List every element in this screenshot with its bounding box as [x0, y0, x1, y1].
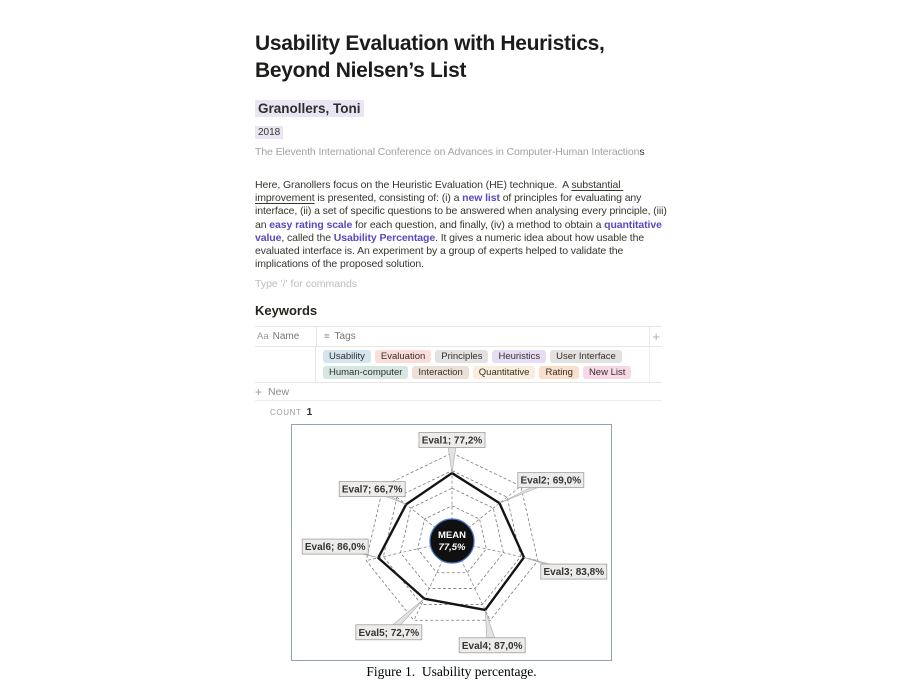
count-value: 1: [306, 406, 313, 419]
figure-caption: Figure 1. Usability percentage.: [366, 664, 537, 679]
year-highlight: 2018: [255, 126, 283, 139]
abstract-segment: , called the: [281, 231, 334, 244]
data-label-text: Eval7; 66,7%: [341, 484, 403, 496]
abstract-segment: Usability Percentage: [333, 231, 436, 244]
tag-chip[interactable]: Heuristics: [492, 350, 546, 363]
tag-chip[interactable]: Principles: [435, 350, 488, 363]
tag-chip[interactable]: Interaction: [412, 366, 468, 379]
tag-chip[interactable]: Human-computer: [323, 366, 408, 379]
table-header-row: [255, 326, 662, 347]
conference-line: [255, 146, 669, 158]
text-type-icon: Aa: [257, 331, 269, 343]
new-row-label: New: [268, 385, 290, 398]
data-label-text: Eval2; 69,0%: [520, 475, 582, 487]
keywords-heading: Keywords: [255, 303, 318, 319]
mean-value: 77,5%: [438, 542, 466, 553]
data-label-text: Eval1; 77,2%: [421, 435, 483, 447]
table-row[interactable]: [255, 347, 662, 383]
abstract-segment: new list: [462, 192, 500, 205]
new-row-button[interactable]: [255, 383, 662, 401]
data-label-text: Eval4; 87,0%: [461, 640, 523, 652]
data-label-text: Eval5; 72,7%: [358, 627, 420, 639]
plus-icon: +: [255, 384, 263, 399]
figure-block: [291, 424, 612, 680]
abstract-paragraph: [255, 179, 669, 271]
author-block: [255, 100, 669, 118]
radar-chart-image: [291, 424, 612, 661]
abstract-segment: easy rating scale: [269, 218, 353, 231]
column-header-name[interactable]: [255, 327, 316, 346]
tag-chip[interactable]: User Interface: [550, 350, 622, 363]
name-cell[interactable]: [255, 347, 316, 382]
data-label-text: Eval3; 83,8%: [543, 567, 605, 579]
plus-icon: +: [652, 329, 660, 345]
column-header-tags[interactable]: [316, 327, 650, 346]
tag-chip[interactable]: Quantitative: [473, 366, 536, 379]
abstract-segment: substantial improvement: [255, 179, 624, 205]
count-row[interactable]: [270, 406, 662, 418]
author-highlight: Granollers, Toni: [255, 100, 364, 117]
tags-column-label: Tags: [334, 331, 356, 343]
tag-chip[interactable]: Usability: [323, 350, 371, 363]
mean-circle: [430, 519, 474, 563]
multiselect-icon: ≡: [324, 331, 330, 343]
mean-label: MEAN: [438, 530, 466, 541]
tag-chip[interactable]: Evaluation: [375, 350, 431, 363]
document-body: [255, 30, 669, 418]
count-label: COUNT: [270, 408, 302, 418]
conference-text: The Eleventh International Conference on Advances in Computer-Human Interaction: [255, 146, 640, 158]
year-block: [255, 122, 669, 140]
tag-chip[interactable]: Rating: [539, 366, 578, 379]
abstract-segment: of principles for evaluating any interface, (ii) a set of specific questions to be answered when analysing every principle, (iii) an: [255, 192, 670, 231]
abstract-segment: . It gives a numeric idea about how usable the evaluated interface is. An experiment by a group of experts helped to validate the implications of the proposed solution.: [255, 231, 647, 271]
tag-chip[interactable]: New List: [583, 366, 631, 379]
name-column-label: Name: [272, 331, 300, 343]
tags-cell[interactable]: [316, 347, 650, 382]
page-title: Usability Evaluation with Heuristics, Beyond Nielsen’s List: [255, 32, 605, 82]
abstract-segment: Here, Granollers focus on the Heuristic Evaluation (HE) technique. A: [255, 179, 572, 191]
radar-chart-svg: [292, 425, 611, 660]
abstract-segment: for each question, and finally, (iv) a method to obtain a: [352, 218, 605, 231]
conference-suffix: s: [639, 146, 645, 158]
data-label-text: Eval6; 86,0%: [304, 542, 366, 554]
add-column-button[interactable]: [650, 329, 662, 344]
editor-placeholder[interactable]: Type '/' for commands: [255, 278, 358, 291]
abstract-segment: is presented, consisting of: (i) a: [314, 192, 463, 205]
keywords-table: [255, 326, 662, 418]
abstract-segment: quantitative value: [255, 218, 665, 244]
